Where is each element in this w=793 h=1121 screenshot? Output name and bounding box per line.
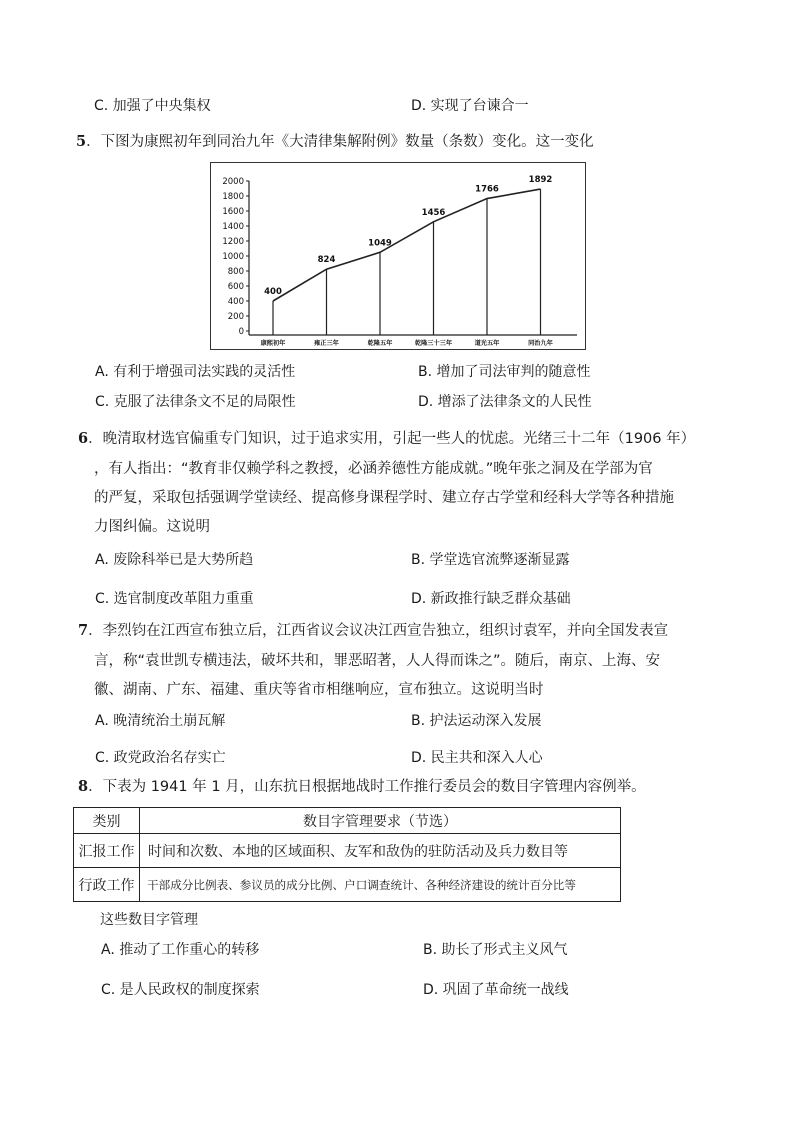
- q7-option-c: C. 政党政治名存实亡: [95, 750, 226, 766]
- data-label: 1766: [475, 184, 499, 195]
- table-cell: 行政工作: [74, 868, 140, 902]
- q8-option-d: D. 巩固了革命统一战线: [423, 982, 569, 998]
- chart-svg: [211, 163, 584, 348]
- option-c-prev: C. 加强了中央集权: [94, 98, 211, 114]
- x-tick-label: 康熙初年: [260, 340, 286, 347]
- y-tick-label: 1600: [222, 207, 244, 217]
- q6-option-a: A. 废除科举已是大势所趋: [95, 552, 254, 568]
- data-label: 1892: [528, 175, 553, 186]
- q5-option-b: B. 增加了司法审判的随意性: [418, 364, 591, 380]
- q6-option-b: B. 学堂选官流弊逐渐显露: [411, 552, 570, 568]
- question-text: ．李烈钧在江西宣布独立后，江西省议会议决江西宣告独立，组织讨袁军，并向全国发表宣: [88, 623, 669, 639]
- question-7-line-3: 徽、湖南、广东、福建、重庆等省市相继响应，宣布独立。这说明当时: [94, 682, 544, 698]
- q7-option-a: A. 晚清统治土崩瓦解: [95, 713, 226, 729]
- line-chart: [210, 162, 586, 350]
- question-8-stem: [78, 778, 646, 796]
- table-cell: 时间和次数、本地的区域面积、友军和敌伪的驻防活动及兵力数目等: [140, 834, 621, 868]
- x-tick-label: 雍正三年: [314, 340, 339, 347]
- q6-option-d: D. 新政推行缺乏群众基础: [411, 591, 571, 607]
- series-line: [273, 189, 541, 301]
- table-cell: 干部成分比例表、参议员的成分比例、户口调查统计、各种经济建设的统计百分比等: [140, 868, 621, 902]
- q5-option-c: C. 克服了法律条文不足的局限性: [95, 394, 296, 410]
- y-tick-label: 1800: [222, 192, 244, 202]
- question-6-line-1: [78, 430, 695, 448]
- question-number: 7: [78, 622, 89, 639]
- management-table: [73, 807, 621, 902]
- data-label: 400: [264, 287, 282, 297]
- question-text: ．晚清取材选官偏重专门知识，过于追求实用，引起一些人的忧虑。光绪三十二年（1906 年）: [88, 431, 696, 447]
- q7-option-b: B. 护法运动深入发展: [411, 713, 542, 729]
- y-tick-label: 800: [227, 267, 244, 277]
- q8-option-c: C. 是人民政权的制度探索: [101, 982, 260, 998]
- x-tick-label: 同治九年: [528, 340, 553, 347]
- y-tick-label: 2000: [222, 177, 244, 187]
- question-6-line-3: 的严复，采取包括强调学堂读经、提高修身课程学时、建立存古学堂和经科大学等各种措施: [94, 490, 674, 506]
- q5-option-a: A. 有利于增强司法实践的灵活性: [95, 364, 296, 380]
- question-6-line-2: ，有人指出：“教育非仅赖学科之教授，必涵养德性方能成就。”晚年张之洞及在学部为官: [94, 461, 653, 477]
- table-header-cell: 类别: [74, 808, 140, 834]
- q8-option-b: B. 助长了形式主义风气: [423, 942, 568, 958]
- y-tick-label: 1000: [222, 252, 244, 262]
- question-number: 8: [78, 778, 89, 795]
- y-tick-label: 600: [227, 282, 244, 292]
- question-7-line-1: [78, 622, 668, 640]
- y-tick-label: 200: [227, 312, 244, 322]
- table-header-cell: 数目字管理要求（节选）: [140, 808, 621, 834]
- question-number: 6: [78, 430, 89, 447]
- x-tick-label: 道光五年: [474, 340, 500, 347]
- q7-option-d: D. 民主共和深入人心: [411, 750, 543, 766]
- y-tick-label: 1200: [222, 237, 244, 247]
- y-tick-label: 1400: [222, 222, 244, 232]
- x-tick-label: 乾隆三十三年: [414, 340, 453, 347]
- question-8-tail: 这些数目字管理: [100, 912, 198, 928]
- table-cell: 汇报工作: [74, 834, 140, 868]
- x-tick-label: 乾隆五年: [367, 340, 393, 347]
- y-tick-label: 0: [238, 327, 244, 337]
- q5-option-d: D. 增添了法律条文的人民性: [418, 394, 592, 410]
- question-7-line-2: 言，称“袁世凯专横违法，破坏共和，罪恶昭著，人人得而诛之”。随后，南京、上海、安: [94, 653, 661, 669]
- question-number: 5: [76, 133, 87, 150]
- question-6-line-4: 力图纠偏。这说明: [94, 519, 210, 535]
- data-label: 824: [317, 255, 336, 266]
- question-text: ．下图为康熙初年到同治九年《大清律集解附例》数量（条数）变化。这一变化: [86, 134, 594, 150]
- data-label: 1456: [421, 207, 446, 218]
- y-tick-label: 400: [227, 297, 244, 307]
- q6-option-c: C. 选官制度改革阻力重重: [95, 591, 254, 607]
- question-text: ．下表为 1941 年 1 月，山东抗日根据地战时工作推行委员会的数目字管理内容例举。: [88, 779, 646, 795]
- table-header-row: [74, 808, 621, 834]
- table-row: [74, 834, 621, 868]
- data-label: 1049: [368, 238, 392, 249]
- table-row: [74, 868, 621, 902]
- q8-option-a: A. 推动了工作重心的转移: [101, 942, 260, 958]
- option-d-prev: D. 实现了台谏合一: [411, 98, 529, 114]
- question-5-stem: [76, 133, 594, 151]
